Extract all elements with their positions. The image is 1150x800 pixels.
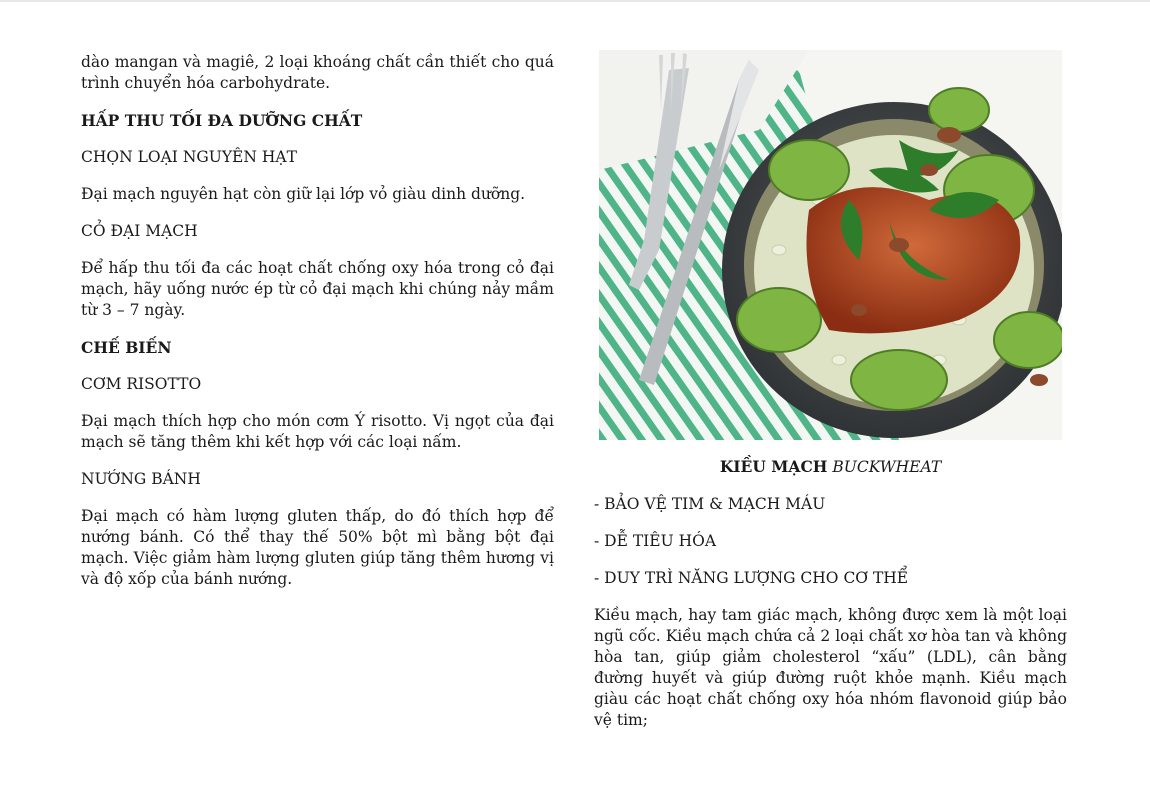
subheading-barley-grass: CỎ ĐẠI MẠCH [81,222,198,240]
paragraph-whole-grain: Đại mạch nguyên hạt còn giữ lại lớp vỏ giàu dinh dưỡng. [81,185,526,203]
benefit-energy: - DUY TRÌ NĂNG LƯỢNG CHO CƠ THỂ [594,569,909,587]
benefit-digestion: - DỄ TIÊU HÓA [594,532,717,550]
subheading-baking: NƯỚNG BÁNH [81,470,201,488]
paragraph-manganese: dào mangan và magiê, 2 loại khoáng chất cần thiết cho quá trình chuyển hóa carbohydrate. [81,53,554,92]
caption-vietnamese: KIỀU MẠCH [719,457,828,476]
paragraph-baking: Đại mạch có hàm lượng gluten thấp, do đó thích hợp để nướng bánh. Có thể thay thế 50% bột mì bằng bột đại mạch. Việc giảm hàm lượng gluten giúp tăng thêm hương vị và độ xốp của bánh nướng. [81,507,554,588]
heading-absorb-nutrients: HẤP THU TỐI ĐA DƯỠNG CHẤT [81,111,363,130]
caption-english: BUCKWHEAT [832,458,942,476]
paragraph-risotto: Đại mạch thích hợp cho món cơm Ý risotto. Vị ngọt của đại mạch sẽ tăng thêm khi kết hợp với các loại nấm. [81,412,554,451]
paragraph-barley-grass: Để hấp thu tối đa các hoạt chất chống oxy hóa trong cỏ đại mạch, hãy uống nước ép từ cỏ đại mạch khi chúng nảy mầm từ 3 – 7 ngày. [81,259,554,319]
page-top-edge [0,0,1150,2]
subheading-whole-grain: CHỌN LOẠI NGUYÊN HẠT [81,148,297,166]
buckwheat-dish-photo [599,50,1062,440]
heading-cooking: CHẾ BIẾN [81,338,172,357]
photo-caption [594,456,1067,478]
subheading-risotto: CƠM RISOTTO [81,375,202,393]
benefit-heart: - BẢO VỆ TIM & MẠCH MÁU [594,495,826,513]
paragraph-buckwheat: Kiều mạch, hay tam giác mạch, không được xem là một loại ngũ cốc. Kiều mạch chứa cả 2 loại chất xơ hòa tan và không hòa tan, giúp giảm cholesterol “xấu” (LDL), cân bằng đường huyết và giúp đường ruột khỏe mạnh. Kiều mạch giàu các hoạt chất chống oxy hóa nhóm flavonoid giúp bảo vệ tim; [594,606,1067,729]
left-column [81,52,554,606]
right-column [594,456,1067,747]
